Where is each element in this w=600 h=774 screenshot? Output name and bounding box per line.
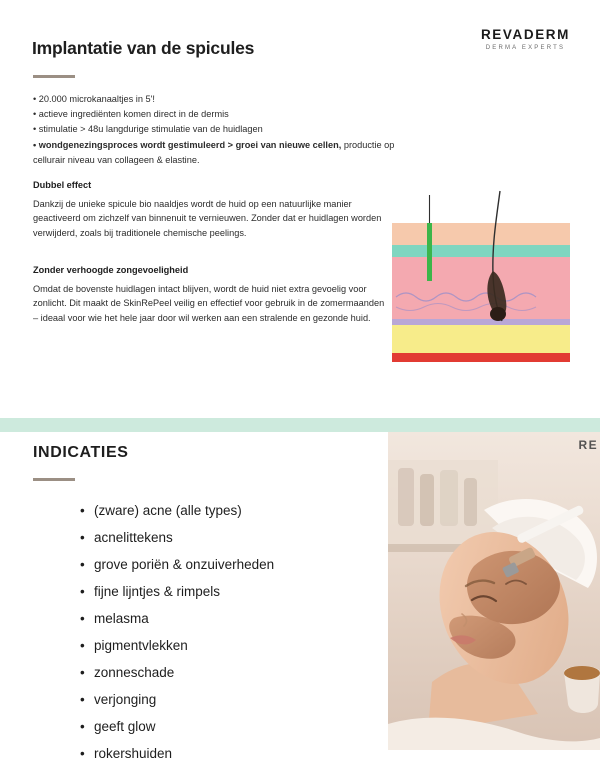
indications-title: INDICATIES bbox=[33, 444, 129, 461]
list-item: • actieve ingrediënten komen direct in de dermis bbox=[33, 109, 229, 120]
section-divider-band bbox=[0, 418, 600, 432]
page-title: Implantatie van de spicules bbox=[32, 38, 255, 58]
list-item: • pigmentvlekken bbox=[80, 639, 380, 653]
skin-cross-section-illustration bbox=[392, 175, 570, 367]
section-heading: Dubbel effect bbox=[33, 180, 92, 190]
list-item-highlight bbox=[33, 138, 403, 168]
list-item: • rokershuiden bbox=[80, 747, 380, 761]
section-zonder-zongevoeligheid bbox=[33, 263, 388, 326]
list-item: • (zware) acne (alle types) bbox=[80, 504, 380, 518]
key-benefits-list bbox=[33, 92, 403, 168]
brand-name: REVADERM bbox=[480, 27, 570, 42]
brand-tagline: DERMA EXPERTS bbox=[485, 44, 566, 51]
photo-watermark: RE bbox=[578, 438, 598, 452]
list-item: • stimulatie > 48u langdurige stimulatie van de huidlagen bbox=[33, 124, 263, 135]
list-item: • acnelittekens bbox=[80, 531, 380, 545]
list-item: • geeft glow bbox=[80, 720, 380, 734]
indications-section bbox=[0, 432, 600, 761]
section-body: Dankzij de unieke spicule bio naaldjes wordt de huid op een natuurlijke manier geactiveerd om zichzelf van binnenuit te vernieuwen. Zonder dat er huidlagen worden verwijderd, zoals bij traditionele chemische peelings. bbox=[33, 198, 382, 239]
list-item-highlight-tail: productie op cellurair niveau van collageen & elastine. bbox=[33, 139, 395, 165]
indications-rule bbox=[33, 478, 75, 481]
indications-list bbox=[80, 504, 380, 774]
list-item: • fijne lijntjes & rimpels bbox=[80, 585, 380, 599]
section-dubbel-effect bbox=[33, 178, 388, 241]
list-item: • 20.000 microkanaaltjes in 5'! bbox=[33, 94, 155, 104]
section-heading: Zonder verhoogde zongevoeligheid bbox=[33, 265, 189, 275]
brand-logo bbox=[481, 28, 570, 51]
section-body: Omdat de bovenste huidlagen intact blijven, wordt de huid niet extra gevoelig voor zonlicht. Dit maakt de SkinRePeel veilig en effectief voor gebruik in de zomermaanden – ideaal voor wie het hele jaar door wil werken aan een stralende en gezonde huid. bbox=[33, 283, 385, 324]
treatment-photo bbox=[388, 432, 600, 750]
title-rule bbox=[33, 75, 75, 78]
list-item: • grove poriën & onzuiverheden bbox=[80, 558, 380, 572]
list-item: • verjonging bbox=[80, 693, 380, 707]
list-item: • melasma bbox=[80, 612, 380, 626]
list-item: • zonneschade bbox=[80, 666, 380, 680]
list-item-highlight-bold: • wondgenezingsproces wordt gestimuleerd > groei van nieuwe cellen, bbox=[33, 139, 342, 150]
